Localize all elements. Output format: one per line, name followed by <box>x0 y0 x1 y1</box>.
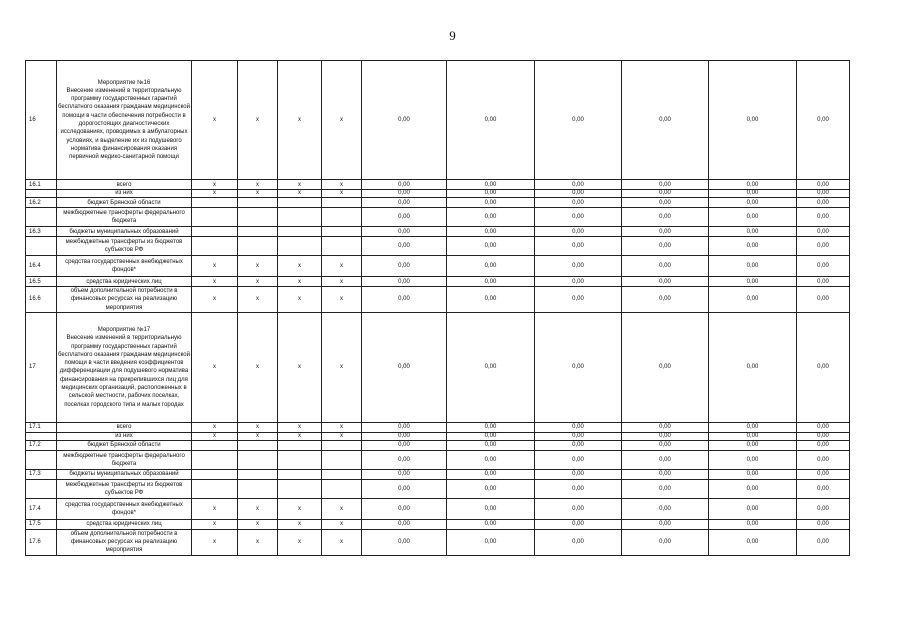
value-cell: 0,00 <box>797 237 850 256</box>
value-cell: 0,00 <box>622 312 709 422</box>
empty-cell <box>238 469 278 479</box>
row-label: межбюджетные трансферты из бюджетов субъектов РФ <box>57 237 192 256</box>
value-cell: 0,00 <box>447 529 535 555</box>
empty-cell <box>192 227 238 237</box>
value-cell: 0,00 <box>709 432 797 440</box>
x-mark-cell: x <box>322 432 362 440</box>
empty-cell <box>322 440 362 450</box>
value-cell: 0,00 <box>362 180 447 190</box>
x-mark-cell: x <box>322 277 362 287</box>
value-cell: 0,00 <box>447 479 535 498</box>
empty-cell <box>278 227 322 237</box>
value-cell: 0,00 <box>362 61 447 180</box>
value-cell: 0,00 <box>709 440 797 450</box>
value-cell: 0,00 <box>535 227 622 237</box>
value-cell: 0,00 <box>797 422 850 432</box>
value-cell: 0,00 <box>709 61 797 180</box>
value-cell: 0,00 <box>797 190 850 198</box>
value-cell: 0,00 <box>622 469 709 479</box>
row-label: средства юридических лиц <box>57 519 192 529</box>
empty-cell <box>278 479 322 498</box>
table-row <box>26 529 850 555</box>
value-cell: 0,00 <box>535 256 622 277</box>
row-code <box>26 450 57 469</box>
value-cell: 0,00 <box>797 180 850 190</box>
x-mark-cell: x <box>238 422 278 432</box>
x-mark-cell: x <box>278 256 322 277</box>
value-cell: 0,00 <box>362 432 447 440</box>
empty-cell <box>192 450 238 469</box>
value-cell: 0,00 <box>535 277 622 287</box>
row-label: средства юридических лиц <box>57 277 192 287</box>
row-code: 17.5 <box>26 519 57 529</box>
row-label: бюджет Брянской области <box>57 440 192 450</box>
empty-cell <box>238 440 278 450</box>
row-code <box>26 479 57 498</box>
value-cell: 0,00 <box>535 180 622 190</box>
x-mark-cell: x <box>278 190 322 198</box>
row-code: 17 <box>26 312 57 422</box>
x-mark-cell: x <box>322 256 362 277</box>
value-cell: 0,00 <box>709 190 797 198</box>
value-cell: 0,00 <box>535 61 622 180</box>
value-cell: 0,00 <box>709 227 797 237</box>
x-mark-cell: x <box>278 287 322 313</box>
empty-cell <box>278 237 322 256</box>
x-mark-cell: x <box>322 529 362 555</box>
measure-title: Мероприятие №16 Внесение изменений в территориальную программу государственных гарантий бесплатного оказания гражданам медицинской помощи в части обеспечения потребности в дорогостоящих диагностических исследованиях, проводимых в амбулаторных условиях, и выделение их из подушевого норматива финансирования оказания первичной медико-санитарной помощи <box>57 61 192 180</box>
table-row <box>26 277 850 287</box>
empty-cell <box>238 237 278 256</box>
x-mark-cell: x <box>192 180 238 190</box>
x-mark-cell: x <box>322 180 362 190</box>
value-cell: 0,00 <box>535 440 622 450</box>
value-cell: 0,00 <box>709 519 797 529</box>
empty-cell <box>192 479 238 498</box>
x-mark-cell: x <box>192 519 238 529</box>
value-cell: 0,00 <box>797 227 850 237</box>
value-cell: 0,00 <box>447 287 535 313</box>
value-cell: 0,00 <box>709 450 797 469</box>
value-cell: 0,00 <box>447 498 535 519</box>
value-cell: 0,00 <box>535 469 622 479</box>
row-label: бюджеты муниципальных образований <box>57 227 192 237</box>
value-cell: 0,00 <box>622 498 709 519</box>
x-mark-cell: x <box>322 498 362 519</box>
row-code: 16.6 <box>26 287 57 313</box>
value-cell: 0,00 <box>362 227 447 237</box>
x-mark-cell: x <box>322 61 362 180</box>
empty-cell <box>322 450 362 469</box>
value-cell: 0,00 <box>447 227 535 237</box>
table-row <box>26 519 850 529</box>
row-code <box>26 237 57 256</box>
value-cell: 0,00 <box>709 312 797 422</box>
row-code: 16.1 <box>26 180 57 190</box>
value-cell: 0,00 <box>797 256 850 277</box>
x-mark-cell: x <box>238 180 278 190</box>
value-cell: 0,00 <box>535 198 622 208</box>
value-cell: 0,00 <box>622 208 709 227</box>
empty-cell <box>238 479 278 498</box>
x-mark-cell: x <box>278 432 322 440</box>
x-mark-cell: x <box>192 256 238 277</box>
row-label: межбюджетные трансферты из бюджетов субъектов РФ <box>57 479 192 498</box>
value-cell: 0,00 <box>797 208 850 227</box>
row-code: 16.2 <box>26 198 57 208</box>
value-cell: 0,00 <box>622 227 709 237</box>
table-row <box>26 498 850 519</box>
value-cell: 0,00 <box>797 198 850 208</box>
value-cell: 0,00 <box>797 450 850 469</box>
value-cell: 0,00 <box>622 190 709 198</box>
x-mark-cell: x <box>238 61 278 180</box>
value-cell: 0,00 <box>709 287 797 313</box>
empty-cell <box>192 237 238 256</box>
row-code <box>26 208 57 227</box>
value-cell: 0,00 <box>362 277 447 287</box>
x-mark-cell: x <box>322 422 362 432</box>
value-cell: 0,00 <box>622 529 709 555</box>
value-cell: 0,00 <box>797 469 850 479</box>
x-mark-cell: x <box>238 256 278 277</box>
value-cell: 0,00 <box>447 469 535 479</box>
table-row <box>26 208 850 227</box>
x-mark-cell: x <box>192 190 238 198</box>
empty-cell <box>238 227 278 237</box>
value-cell: 0,00 <box>362 190 447 198</box>
value-cell: 0,00 <box>535 432 622 440</box>
empty-cell <box>192 469 238 479</box>
value-cell: 0,00 <box>535 498 622 519</box>
row-label: средства государственных внебюджетных фондов* <box>57 256 192 277</box>
value-cell: 0,00 <box>797 432 850 440</box>
value-cell: 0,00 <box>447 432 535 440</box>
row-code: 17.1 <box>26 422 57 432</box>
value-cell: 0,00 <box>362 422 447 432</box>
x-mark-cell: x <box>238 287 278 313</box>
row-code: 17.4 <box>26 498 57 519</box>
value-cell: 0,00 <box>622 277 709 287</box>
table-row <box>26 432 850 440</box>
value-cell: 0,00 <box>535 479 622 498</box>
value-cell: 0,00 <box>362 440 447 450</box>
row-code: 17.6 <box>26 529 57 555</box>
empty-cell <box>238 208 278 227</box>
table-row <box>26 469 850 479</box>
row-label: объем дополнительной потребности в финансовых ресурсах на реализацию мероприятия <box>57 287 192 313</box>
x-mark-cell: x <box>192 422 238 432</box>
value-cell: 0,00 <box>797 287 850 313</box>
x-mark-cell: x <box>238 519 278 529</box>
value-cell: 0,00 <box>797 61 850 180</box>
table-row <box>26 227 850 237</box>
value-cell: 0,00 <box>622 287 709 313</box>
value-cell: 0,00 <box>622 61 709 180</box>
value-cell: 0,00 <box>797 519 850 529</box>
value-cell: 0,00 <box>535 190 622 198</box>
value-cell: 0,00 <box>709 479 797 498</box>
row-code: 16.3 <box>26 227 57 237</box>
value-cell: 0,00 <box>447 180 535 190</box>
x-mark-cell: x <box>238 312 278 422</box>
value-cell: 0,00 <box>709 180 797 190</box>
x-mark-cell: x <box>192 61 238 180</box>
row-label: межбюджетные трансферты федерального бюджета <box>57 208 192 227</box>
row-label: всего <box>57 422 192 432</box>
empty-cell <box>322 469 362 479</box>
value-cell: 0,00 <box>622 432 709 440</box>
value-cell: 0,00 <box>622 256 709 277</box>
value-cell: 0,00 <box>709 277 797 287</box>
row-code: 17.2 <box>26 440 57 450</box>
value-cell: 0,00 <box>535 208 622 227</box>
row-label: межбюджетные трансферты федерального бюджета <box>57 450 192 469</box>
x-mark-cell: x <box>238 277 278 287</box>
value-cell: 0,00 <box>362 519 447 529</box>
x-mark-cell: x <box>278 498 322 519</box>
budget-table <box>25 60 850 556</box>
value-cell: 0,00 <box>447 519 535 529</box>
empty-cell <box>238 198 278 208</box>
table-row <box>26 450 850 469</box>
page-number: 9 <box>449 28 456 43</box>
value-cell: 0,00 <box>622 422 709 432</box>
value-cell: 0,00 <box>622 198 709 208</box>
row-code: 16.5 <box>26 277 57 287</box>
x-mark-cell: x <box>192 277 238 287</box>
value-cell: 0,00 <box>535 422 622 432</box>
value-cell: 0,00 <box>362 469 447 479</box>
x-mark-cell: x <box>322 287 362 313</box>
value-cell: 0,00 <box>797 498 850 519</box>
value-cell: 0,00 <box>709 256 797 277</box>
value-cell: 0,00 <box>535 529 622 555</box>
value-cell: 0,00 <box>797 479 850 498</box>
empty-cell <box>278 469 322 479</box>
value-cell: 0,00 <box>709 469 797 479</box>
value-cell: 0,00 <box>797 440 850 450</box>
value-cell: 0,00 <box>362 479 447 498</box>
x-mark-cell: x <box>238 190 278 198</box>
value-cell: 0,00 <box>622 237 709 256</box>
x-mark-cell: x <box>238 498 278 519</box>
value-cell: 0,00 <box>447 208 535 227</box>
x-mark-cell: x <box>192 498 238 519</box>
value-cell: 0,00 <box>447 312 535 422</box>
value-cell: 0,00 <box>362 237 447 256</box>
x-mark-cell: x <box>192 529 238 555</box>
value-cell: 0,00 <box>535 450 622 469</box>
value-cell: 0,00 <box>447 190 535 198</box>
row-label: всего <box>57 180 192 190</box>
value-cell: 0,00 <box>447 237 535 256</box>
row-label: бюджет Брянской области <box>57 198 192 208</box>
value-cell: 0,00 <box>622 519 709 529</box>
empty-cell <box>238 450 278 469</box>
table-row <box>26 256 850 277</box>
x-mark-cell: x <box>278 277 322 287</box>
x-mark-cell: x <box>278 312 322 422</box>
x-mark-cell: x <box>322 190 362 198</box>
x-mark-cell: x <box>192 287 238 313</box>
value-cell: 0,00 <box>709 498 797 519</box>
x-mark-cell: x <box>278 61 322 180</box>
table-row <box>26 237 850 256</box>
table-row <box>26 180 850 190</box>
value-cell: 0,00 <box>709 198 797 208</box>
value-cell: 0,00 <box>447 61 535 180</box>
x-mark-cell: x <box>238 432 278 440</box>
x-mark-cell: x <box>278 519 322 529</box>
value-cell: 0,00 <box>362 450 447 469</box>
empty-cell <box>322 479 362 498</box>
value-cell: 0,00 <box>709 237 797 256</box>
value-cell: 0,00 <box>709 422 797 432</box>
x-mark-cell: x <box>238 529 278 555</box>
x-mark-cell: x <box>278 422 322 432</box>
empty-cell <box>278 450 322 469</box>
value-cell: 0,00 <box>362 312 447 422</box>
value-cell: 0,00 <box>447 277 535 287</box>
value-cell: 0,00 <box>535 312 622 422</box>
value-cell: 0,00 <box>535 287 622 313</box>
empty-cell <box>278 208 322 227</box>
row-label: объем дополнительной потребности в финансовых ресурсах на реализацию мероприятия <box>57 529 192 555</box>
value-cell: 0,00 <box>535 237 622 256</box>
value-cell: 0,00 <box>797 312 850 422</box>
value-cell: 0,00 <box>362 529 447 555</box>
table-row <box>26 61 850 180</box>
empty-cell <box>322 208 362 227</box>
value-cell: 0,00 <box>622 180 709 190</box>
value-cell: 0,00 <box>362 498 447 519</box>
value-cell: 0,00 <box>622 479 709 498</box>
row-code <box>26 190 57 198</box>
row-label: из них <box>57 190 192 198</box>
x-mark-cell: x <box>322 519 362 529</box>
value-cell: 0,00 <box>362 256 447 277</box>
table-row <box>26 422 850 432</box>
value-cell: 0,00 <box>622 450 709 469</box>
empty-cell <box>278 440 322 450</box>
value-cell: 0,00 <box>447 450 535 469</box>
value-cell: 0,00 <box>447 198 535 208</box>
row-label: из них <box>57 432 192 440</box>
measure-title: Мероприятие №17 Внесение изменений в территориальную программу государственных гарантий бесплатного оказания гражданам медицинской помощи в части введения коэффициентов дифференциации для подушевого норматива финансирования на прикрепившихся лиц для медицинских организаций, расположенных в сельской местности, рабочих поселках, поселках городского типа и малых городах <box>57 312 192 422</box>
x-mark-cell: x <box>192 312 238 422</box>
table-row <box>26 190 850 198</box>
table-row <box>26 312 850 422</box>
value-cell: 0,00 <box>797 529 850 555</box>
row-code: 16.4 <box>26 256 57 277</box>
value-cell: 0,00 <box>709 529 797 555</box>
x-mark-cell: x <box>278 180 322 190</box>
empty-cell <box>192 440 238 450</box>
value-cell: 0,00 <box>797 277 850 287</box>
row-label: бюджеты муниципальных образований <box>57 469 192 479</box>
row-code <box>26 432 57 440</box>
value-cell: 0,00 <box>447 256 535 277</box>
row-code: 17.3 <box>26 469 57 479</box>
table-row <box>26 198 850 208</box>
row-code: 16 <box>26 61 57 180</box>
x-mark-cell: x <box>322 312 362 422</box>
empty-cell <box>192 208 238 227</box>
table-row <box>26 479 850 498</box>
value-cell: 0,00 <box>362 287 447 313</box>
table-row <box>26 440 850 450</box>
empty-cell <box>322 198 362 208</box>
row-label: средства государственных внебюджетных фондов* <box>57 498 192 519</box>
value-cell: 0,00 <box>447 440 535 450</box>
empty-cell <box>322 227 362 237</box>
table-row <box>26 287 850 313</box>
x-mark-cell: x <box>192 432 238 440</box>
empty-cell <box>278 198 322 208</box>
value-cell: 0,00 <box>622 440 709 450</box>
empty-cell <box>322 237 362 256</box>
x-mark-cell: x <box>278 529 322 555</box>
value-cell: 0,00 <box>362 208 447 227</box>
value-cell: 0,00 <box>447 422 535 432</box>
value-cell: 0,00 <box>362 198 447 208</box>
value-cell: 0,00 <box>535 519 622 529</box>
value-cell: 0,00 <box>709 208 797 227</box>
empty-cell <box>192 198 238 208</box>
